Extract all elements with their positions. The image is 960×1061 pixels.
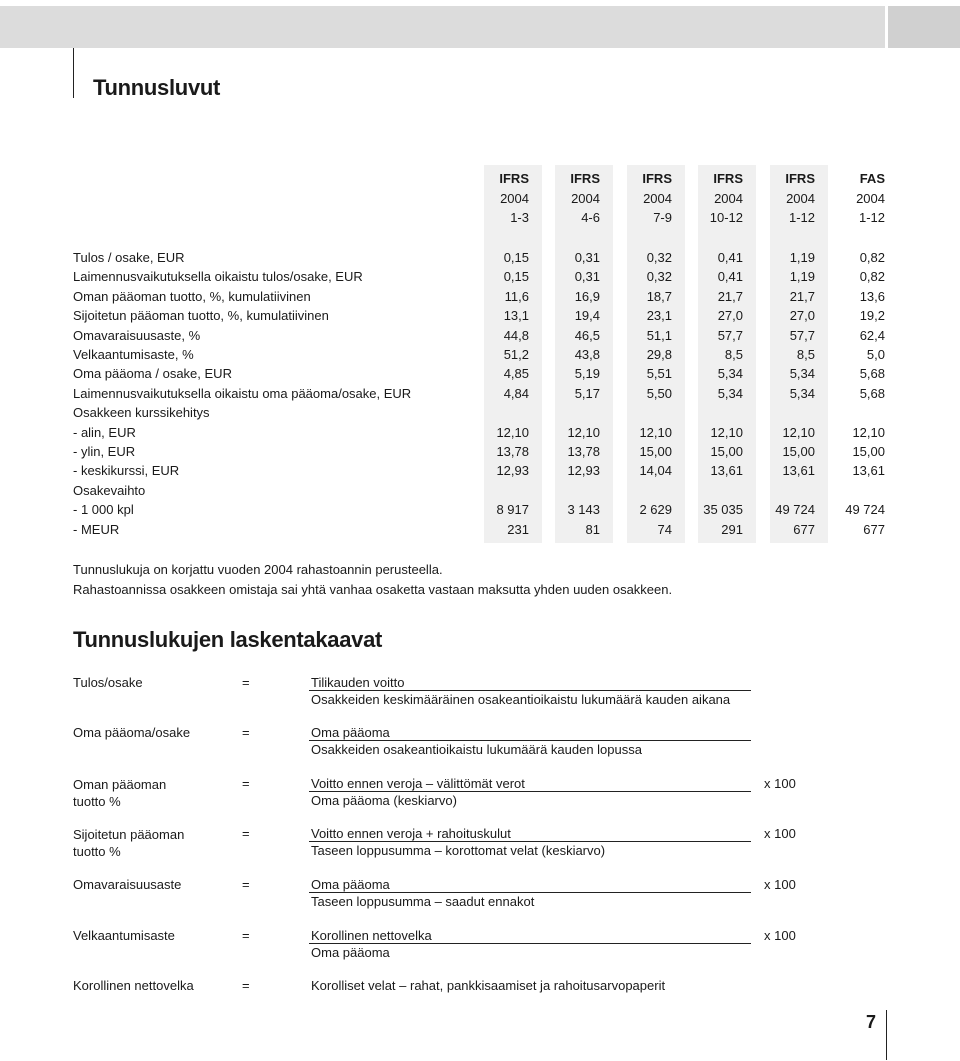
table-cell: 57,7 [717,328,743,343]
formula-multiplier: x 100 [764,928,796,943]
column-type: IFRS [570,171,600,186]
formula-equals: = [242,826,250,841]
table-cell: 12,93 [567,463,600,478]
table-cell: 21,7 [717,289,743,304]
fraction-line [309,943,751,944]
formula-denominator: Osakkeiden keskimääräinen osakeantioikaistu lukumäärä kauden aikana [311,692,731,707]
table-cell: 0,31 [574,269,600,284]
table-cell: 14,04 [639,463,672,478]
row-label: Oman pääoman tuotto, %, kumulatiivinen [73,289,311,304]
formula-equals: = [242,725,250,740]
table-cell: 0,41 [717,269,743,284]
table-cell: 1,19 [789,250,815,265]
row-label: - alin, EUR [73,425,136,440]
table-cell: 13,61 [782,463,815,478]
row-label: Osakevaihto [73,483,146,498]
table-cell: 5,17 [574,386,600,401]
column-period: 1-3 [510,210,529,225]
table-cell: 8,5 [796,347,815,362]
table-cell: 27,0 [717,308,743,323]
table-cell: 8 917 [496,502,529,517]
table-cell: 5,34 [717,386,743,401]
column-period: 1-12 [858,210,885,225]
formula-numerator: Korolliset velat – rahat, pankkisaamiset ja rahoitusarvopaperit [311,978,666,993]
formula-name: Oma pääoma/osake [73,725,191,740]
table-cell: 5,34 [789,386,815,401]
table-cell: 12,10 [496,425,529,440]
formula-equals: = [242,776,250,791]
column-year: 2004 [786,191,815,206]
table-cell: 49 724 [775,502,815,517]
table-cell: 51,1 [646,328,672,343]
table-cell: 13,61 [710,463,743,478]
formula-equals: = [242,928,250,943]
column-type: FAS [859,171,885,186]
table-cell: 57,7 [789,328,815,343]
table-cell: 13,78 [496,444,529,459]
row-label: Osakkeen kurssikehitys [73,405,210,420]
formula-name: Sijoitetun pääoman tuotto % [73,827,185,859]
column-type: IFRS [642,171,672,186]
table-cell: 51,2 [503,347,529,362]
table-cell: 18,7 [646,289,672,304]
table-cell: 4,85 [503,366,529,381]
column-period: 1-12 [788,210,815,225]
table-cell: 5,34 [789,366,815,381]
page-title: Tunnusluvut [93,75,221,100]
table-cell: 5,34 [717,366,743,381]
formula-denominator: Taseen loppusumma – korottomat velat (keskiarvo) [311,843,606,858]
row-label: Tulos / osake, EUR [73,250,185,265]
column-period: 10-12 [709,210,743,225]
column-type: IFRS [785,171,815,186]
formula-multiplier: x 100 [764,877,796,892]
formula-numerator: Voitto ennen veroja – välittömät verot [311,776,525,791]
table-cell: 291 [721,522,743,537]
table-cell: 74 [657,522,672,537]
table-cell: 16,9 [574,289,600,304]
column-type: IFRS [713,171,743,186]
column-year: 2004 [856,191,885,206]
formula-denominator: Oma pääoma (keskiarvo) [311,793,457,808]
fraction-line [309,892,751,893]
fraction-line [309,740,751,741]
table-cell: 4,84 [503,386,529,401]
formula-equals: = [242,877,250,892]
formula-numerator: Oma pääoma [311,725,390,740]
formula-denominator: Osakkeiden osakeantioikaistu lukumäärä kauden lopussa [311,742,642,757]
formula-denominator: Oma pääoma [311,945,390,960]
formula-numerator: Korollinen nettovelka [311,928,432,943]
table-cell: 0,32 [646,269,672,284]
column-year: 2004 [643,191,672,206]
table-cell: 11,6 [504,289,529,304]
table-cell: 46,5 [574,328,600,343]
table-cell: 5,19 [574,366,600,381]
table-cell: 2 629 [639,502,672,517]
table-cell: 13,61 [852,463,885,478]
formula-equals: = [242,675,250,690]
header-bar [0,6,885,48]
page-number-rule [886,1010,887,1060]
table-cell: 12,10 [710,425,743,440]
note-line: Rahastoannissa osakkeen omistaja sai yhtä vanhaa osaketta vastaan maksutta yhden uuden osakkeen. [73,582,673,597]
column-year: 2004 [571,191,600,206]
table-cell: 1,19 [789,269,815,284]
table-cell: 0,31 [574,250,600,265]
table-cell: 81 [585,522,600,537]
table-cell: 15,00 [852,444,885,459]
formula-name: Oman pääoman tuotto % [73,777,167,809]
row-label: - MEUR [73,522,120,537]
formula-name: Tulos/osake [73,675,143,690]
formula-multiplier: x 100 [764,776,796,791]
table-cell: 12,10 [639,425,672,440]
table-cell: 62,4 [859,328,885,343]
fraction-line [309,791,751,792]
column-type: IFRS [499,171,529,186]
formulas-title: Tunnuslukujen laskentakaavat [73,627,383,652]
table-cell: 0,82 [859,269,885,284]
fraction-line [309,690,751,691]
formula-multiplier: x 100 [764,826,796,841]
table-cell: 13,78 [567,444,600,459]
table-cell: 21,7 [789,289,815,304]
table-cell: 44,8 [503,328,529,343]
table-cell: 29,8 [646,347,672,362]
column-year: 2004 [500,191,529,206]
table-cell: 23,1 [646,308,672,323]
table-cell: 15,00 [782,444,815,459]
column-period: 4-6 [581,210,600,225]
page-number: 7 [866,1012,877,1032]
formula-name: Korollinen nettovelka [73,978,194,993]
row-label: - keskikurssi, EUR [73,463,180,478]
title-rule [73,48,74,98]
table-cell: 49 724 [845,502,885,517]
table-cell: 19,2 [859,308,885,323]
header-bar-corner [888,6,960,48]
table-cell: 3 143 [567,502,600,517]
column-period: 7-9 [653,210,672,225]
table-cell: 5,0 [866,347,885,362]
table-cell: 0,82 [859,250,885,265]
row-label: Omavaraisuusaste, % [73,328,201,343]
row-label: Velkaantumisaste, % [73,347,194,362]
table-cell: 0,15 [503,269,529,284]
table-cell: 15,00 [710,444,743,459]
formula-equals: = [242,978,250,993]
table-cell: 0,41 [717,250,743,265]
table-cell: 677 [793,522,815,537]
table-cell: 12,93 [496,463,529,478]
table-cell: 12,10 [567,425,600,440]
row-label: Oma pääoma / osake, EUR [73,366,232,381]
table-cell: 5,50 [646,386,672,401]
table-cell: 43,8 [574,347,600,362]
table-cell: 677 [863,522,885,537]
row-label: - ylin, EUR [73,444,136,459]
column-year: 2004 [714,191,743,206]
table-cell: 231 [507,522,529,537]
row-label: Laimennusvaikutuksella oikaistu tulos/osake, EUR [73,269,363,284]
formula-name: Omavaraisuusaste [73,877,182,892]
table-cell: 12,10 [782,425,815,440]
formula-numerator: Voitto ennen veroja + rahoituskulut [311,826,511,841]
table-cell: 15,00 [639,444,672,459]
table-cell: 0,32 [646,250,672,265]
formula-numerator: Oma pääoma [311,877,390,892]
table-cell: 13,6 [859,289,885,304]
formula-numerator: Tilikauden voitto [311,675,405,690]
table-cell: 19,4 [574,308,600,323]
row-label: - 1 000 kpl [73,502,134,517]
table-cell: 35 035 [703,502,743,517]
table-cell: 5,51 [646,366,672,381]
table-cell: 0,15 [503,250,529,265]
formula-denominator: Taseen loppusumma – saadut ennakot [311,894,535,909]
table-cell: 5,68 [859,366,885,381]
table-cell: 13,1 [503,308,529,323]
table-cell: 5,68 [859,386,885,401]
formula-name: Velkaantumisaste [73,928,175,943]
fraction-line [309,841,751,842]
note-line: Tunnuslukuja on korjattu vuoden 2004 rahastoannin perusteella. [73,562,443,577]
table-cell: 8,5 [724,347,743,362]
table-cell: 27,0 [789,308,815,323]
row-label: Laimennusvaikutuksella oikaistu oma pääoma/osake, EUR [73,386,412,401]
row-label: Sijoitetun pääoman tuotto, %, kumulatiivinen [73,308,329,323]
table-cell: 12,10 [852,425,885,440]
